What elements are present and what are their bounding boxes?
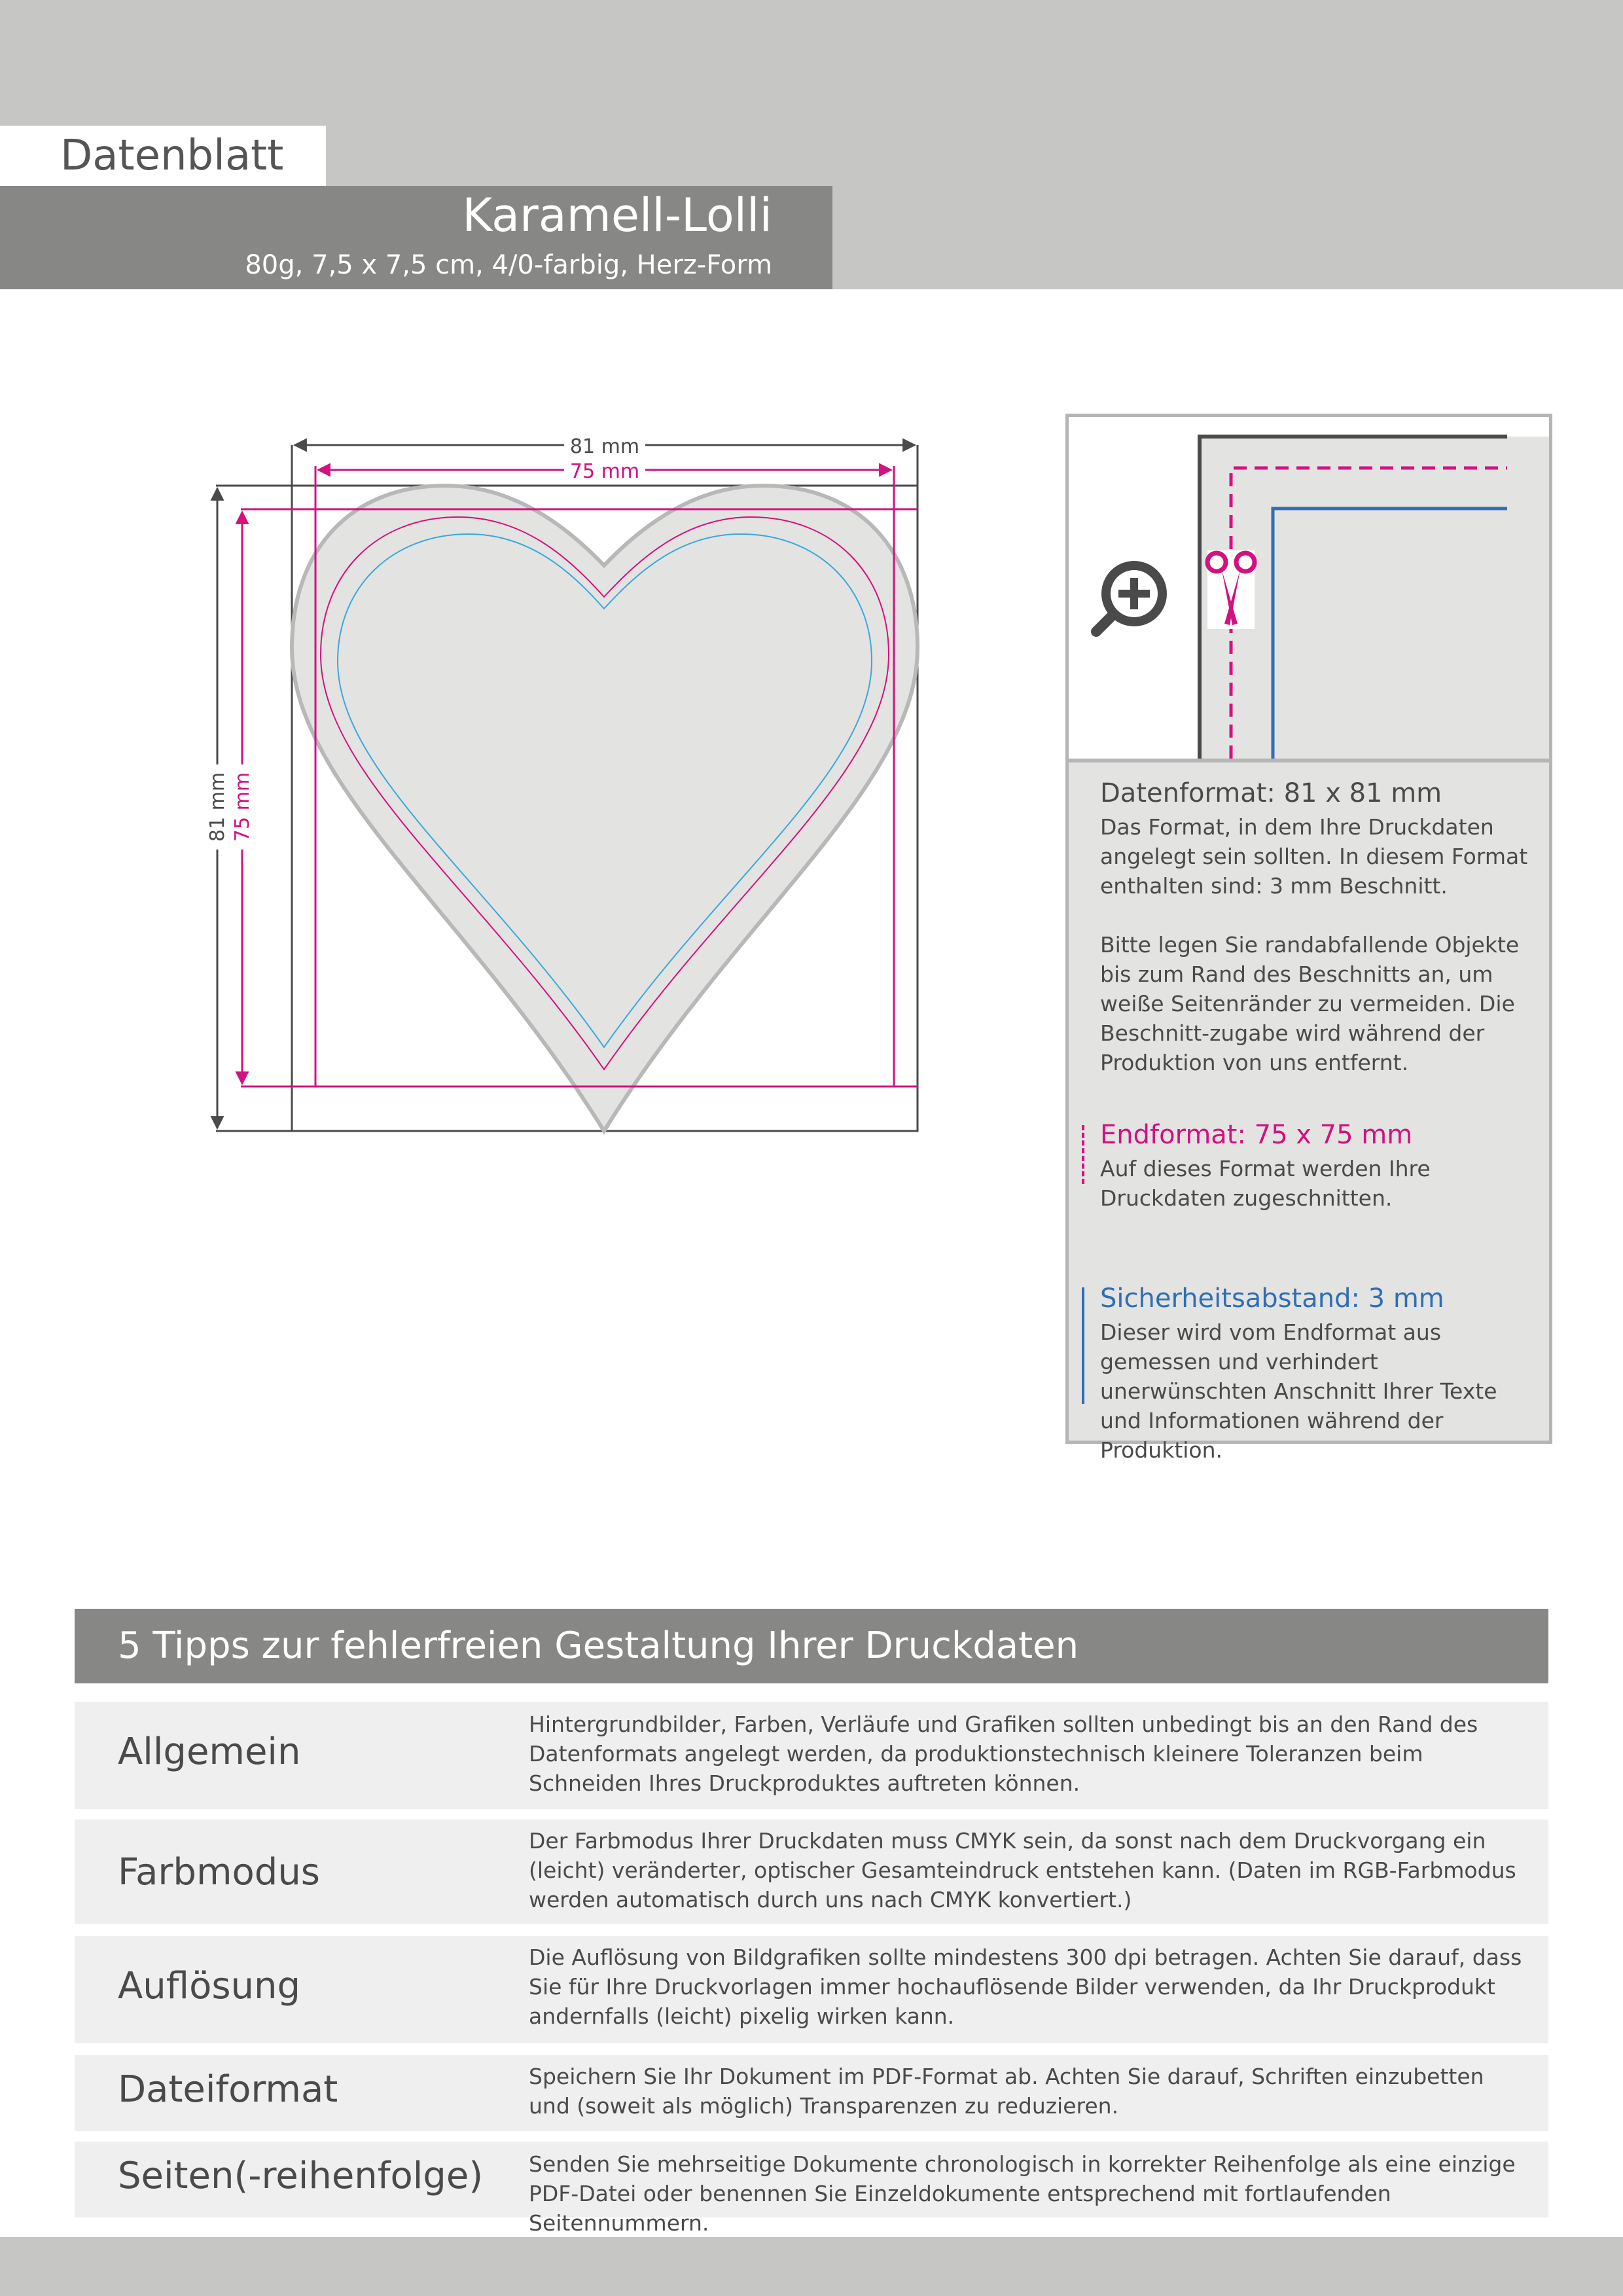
tip-text: Hintergrundbilder, Farben, Verläufe und Grafiken sollten unbedingt bis an den Rand des Datenformats angelegt werden, da produktionstechnisch kleinere Toleranzen beim Schneiden Ihres Druckproduktes auftreten können. — [529, 1712, 1478, 1796]
heart-format-diagram — [196, 419, 942, 1139]
sicherheit-description: Dieser wird vom Endformat aus gemessen und verhindert unerwünschten Anschnitt Ihrer Texte und Informationen während der Produktion. — [1100, 1319, 1497, 1463]
tip-row — [75, 1936, 1548, 2043]
tip-row — [75, 2055, 1548, 2131]
product-title-bar — [0, 186, 832, 289]
sicherheit-heading: Sicherheitsabstand: 3 mm — [1100, 1283, 1444, 1314]
product-spec: 80g, 7,5 x 7,5 cm, 4/0-farbig, Herz-Form — [245, 250, 772, 280]
height-outer-label: 81 mm — [206, 772, 229, 842]
document-label: Datenblatt — [0, 126, 326, 186]
footer-band — [0, 2237, 1623, 2296]
tips-heading: 5 Tipps zur fehlerfreien Gestaltung Ihrer Druckdaten — [75, 1609, 1548, 1683]
tip-title: Auflösung — [118, 1965, 301, 2007]
sicherheit-marker — [1082, 1287, 1084, 1404]
format-info-box — [1065, 759, 1552, 1463]
zoom-detail-graphic — [1069, 417, 1549, 759]
height-inner-label: 75 mm — [231, 772, 254, 842]
width-inner-label: 75 mm — [569, 460, 640, 483]
tip-text: Speichern Sie Ihr Dokument im PDF-Format ab. Achten Sie darauf, Schriften einzubetten und (soweit als möglich) Transparenzen zu reduzieren. — [529, 2064, 1484, 2119]
width-outer-label: 81 mm — [569, 435, 640, 458]
endformat-description: Auf dieses Format werden Ihre Druckdaten zugeschnitten. — [1100, 1156, 1431, 1211]
tip-title: Seiten(-reihenfolge) — [118, 2155, 484, 2197]
zoom-in-icon — [1096, 561, 1167, 632]
endformat-marker — [1082, 1125, 1084, 1184]
endformat-heading: Endformat: 75 x 75 mm — [1100, 1120, 1413, 1150]
datenformat-description: Das Format, in dem Ihre Druckdaten angelegt sein sollten. In diesem Format enthalten sind: 3 mm Beschnitt. — [1100, 814, 1528, 899]
tip-text: Der Farbmodus Ihrer Druckdaten muss CMYK sein, da sonst nach dem Druckvorgang ein (leicht) veränderter, optischer Gesamteindruck entstehen kann. (Daten im RGB-Farbmodus werden automatisch durch uns nach CMYK konvertiert.) — [529, 1828, 1516, 1912]
tip-title: Farbmodus — [118, 1851, 320, 1893]
datenformat-bleed-note: Bitte legen Sie randabfallende Objekte bis zum Rand des Beschnitts an, um weiße Seitenränder zu vermeiden. Die Beschnitt-zugabe wird während der Produktion von uns entfernt. — [1100, 932, 1520, 1075]
tip-title: Dateiformat — [118, 2068, 338, 2111]
tip-row — [75, 1820, 1548, 1924]
tip-text: Die Auflösung von Bildgrafiken sollte mindestens 300 dpi betragen. Achten Sie darauf, dass Sie für Ihre Druckvorlagen immer hochauflösende Bilder verwenden, da Ihr Druckprodukt andernfalls (leicht) pixelig wirken kann. — [529, 1945, 1522, 2029]
tip-title: Allgemein — [118, 1731, 301, 1773]
datenformat-heading: Datenformat: 81 x 81 mm — [1100, 778, 1442, 808]
tip-text: Senden Sie mehrseitige Dokumente chronologisch in korrekter Reihenfolge als eine einzige PDF-Datei oder benennen Sie Einzeldokumente entsprechend mit fortlaufenden Seitennummern. — [529, 2151, 1516, 2236]
zoom-detail-box — [1065, 414, 1552, 762]
tip-row — [75, 2142, 1548, 2236]
heart-shape — [292, 486, 918, 1131]
scissors-icon — [1207, 550, 1255, 629]
product-name: Karamell-Lolli — [462, 188, 772, 242]
tip-row — [75, 1702, 1548, 1809]
